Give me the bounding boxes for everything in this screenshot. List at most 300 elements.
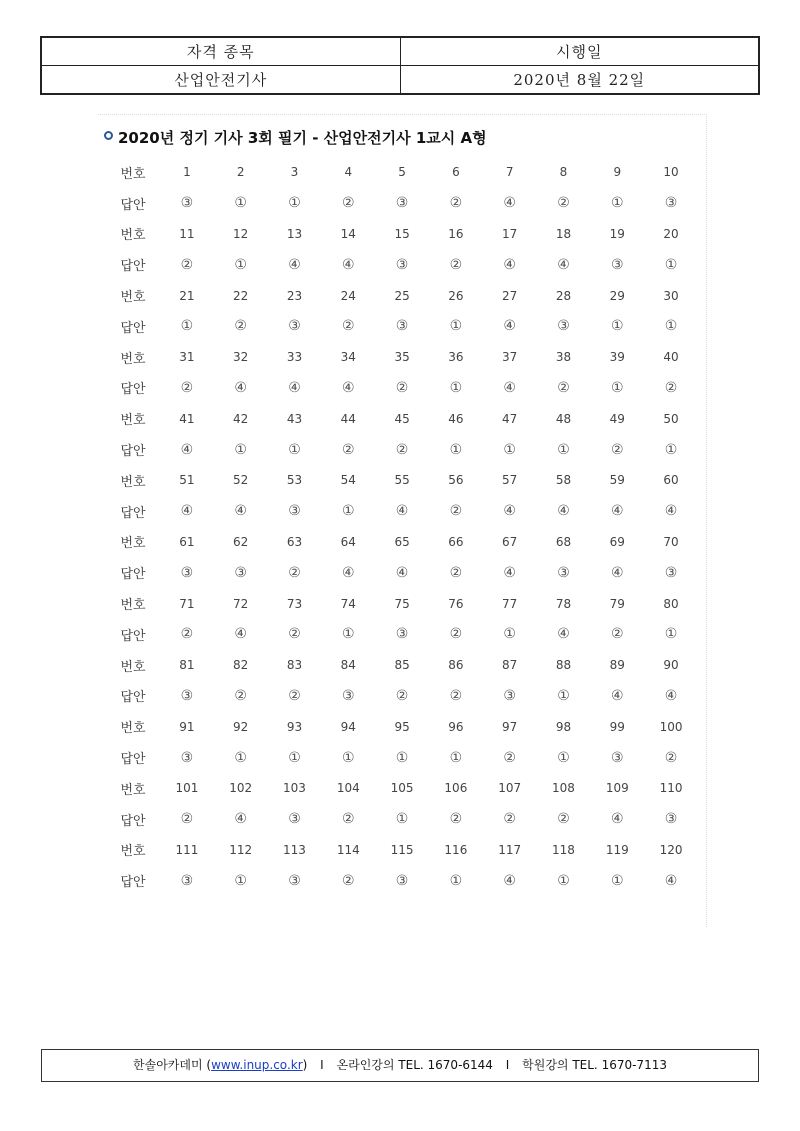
answer-mark: ④ — [234, 811, 247, 828]
answer-mark: ④ — [610, 687, 624, 704]
answer-mark: ① — [610, 195, 624, 212]
question-number: 97 — [502, 719, 518, 734]
question-number: 9 — [613, 165, 622, 180]
question-number: 10 — [663, 165, 679, 180]
question-number: 92 — [233, 719, 249, 734]
answer-mark: ① — [449, 318, 463, 335]
answer-mark: ② — [449, 564, 463, 581]
answer-mark: ④ — [288, 379, 301, 396]
answer-row — [106, 249, 698, 280]
number-row-label: 번호 — [120, 659, 146, 675]
question-number: 63 — [286, 534, 303, 549]
answer-mark: ① — [664, 256, 678, 273]
question-number: 42 — [233, 411, 249, 426]
question-number: 58 — [555, 473, 572, 488]
question-number: 68 — [555, 534, 572, 549]
question-number: 16 — [448, 226, 464, 241]
answer-mark: ④ — [557, 503, 570, 520]
number-row-label: 번호 — [120, 290, 146, 306]
question-number: 116 — [444, 842, 468, 857]
answer-mark: ③ — [664, 195, 678, 212]
answer-mark: ② — [664, 379, 678, 396]
answer-mark: ② — [234, 318, 247, 335]
answer-mark: ① — [234, 441, 247, 458]
answer-mark: ① — [449, 441, 463, 458]
answer-mark: ① — [664, 626, 678, 643]
answer-mark: ③ — [180, 564, 194, 581]
answer-row — [106, 373, 698, 404]
answer-mark: ① — [664, 318, 678, 335]
answer-mark: ④ — [664, 503, 678, 520]
number-row — [106, 835, 698, 866]
answer-row — [106, 311, 698, 342]
question-number: 94 — [340, 719, 356, 734]
answer-mark: ③ — [557, 564, 570, 581]
answer-mark: ① — [503, 626, 516, 643]
answer-mark: ③ — [610, 749, 624, 766]
answer-row-label: 답안 — [120, 752, 146, 768]
answer-mark: ③ — [288, 503, 301, 520]
answer-mark: ④ — [342, 256, 355, 273]
answer-mark: ① — [180, 318, 194, 335]
answer-mark: ④ — [610, 811, 624, 828]
question-number: 12 — [233, 226, 249, 241]
answer-mark: ④ — [610, 564, 624, 581]
answer-mark: ③ — [664, 564, 678, 581]
answer-mark: ② — [503, 749, 516, 766]
question-number: 65 — [394, 534, 410, 549]
answer-mark: ① — [395, 811, 409, 828]
question-number: 89 — [609, 658, 625, 673]
answer-mark: ④ — [180, 441, 194, 458]
answer-mark: ① — [557, 687, 570, 704]
question-number: 64 — [340, 534, 356, 549]
question-number: 114 — [336, 842, 360, 857]
question-number: 55 — [394, 473, 410, 488]
question-number: 35 — [394, 350, 410, 365]
answer-mark: ① — [288, 749, 301, 766]
answer-mark: ③ — [395, 872, 409, 889]
footer-separator: I — [505, 1058, 510, 1072]
question-number: 36 — [448, 350, 464, 365]
question-number: 99 — [609, 719, 625, 734]
question-number: 51 — [179, 473, 195, 488]
question-number: 24 — [340, 288, 356, 303]
answer-mark: ① — [449, 872, 463, 889]
question-number: 98 — [555, 719, 572, 734]
answer-row-label: 답안 — [120, 875, 146, 891]
header-value-date: 2020년 8월 22일 — [400, 66, 759, 95]
question-number: 60 — [663, 473, 679, 488]
answer-row-label: 답안 — [120, 813, 146, 829]
panel-title — [104, 127, 487, 148]
answer-mark: ④ — [234, 379, 247, 396]
footer-close-paren: ) — [302, 1058, 308, 1072]
answer-mark: ① — [234, 749, 247, 766]
answer-mark: ④ — [395, 503, 409, 520]
question-number: 11 — [179, 226, 195, 241]
answer-mark: ③ — [180, 687, 194, 704]
answer-mark: ① — [342, 503, 355, 520]
question-number: 56 — [448, 473, 464, 488]
answer-mark: ① — [557, 872, 570, 889]
question-number: 107 — [498, 781, 522, 796]
question-number: 88 — [555, 658, 572, 673]
question-number: 76 — [448, 596, 464, 611]
number-row-label: 번호 — [120, 844, 146, 860]
question-number: 102 — [229, 781, 253, 796]
answer-mark: ③ — [288, 811, 301, 828]
question-number: 7 — [505, 165, 514, 180]
question-number: 52 — [233, 473, 249, 488]
question-number: 108 — [552, 781, 575, 796]
answer-mark: ③ — [557, 318, 570, 335]
number-row — [106, 342, 698, 373]
answer-mark: ② — [288, 564, 301, 581]
answer-mark: ③ — [395, 256, 409, 273]
answer-mark: ④ — [664, 687, 678, 704]
answer-mark: ④ — [503, 256, 516, 273]
answer-mark: ③ — [342, 687, 355, 704]
answer-mark: ④ — [342, 379, 355, 396]
number-row-label: 번호 — [120, 782, 146, 798]
answer-row — [106, 557, 698, 588]
answer-mark: ④ — [288, 256, 301, 273]
answer-mark: ② — [503, 811, 516, 828]
question-number: 44 — [340, 411, 356, 426]
footer-online-phone: 온라인강의 TEL. 1670-6144 — [336, 1058, 493, 1072]
question-number: 82 — [233, 658, 249, 673]
panel-title-text: 2020년 정기 기사 3회 필기 - 산업안전기사 1교시 A형 — [118, 129, 487, 147]
answer-mark: ① — [449, 749, 463, 766]
question-number: 49 — [609, 411, 625, 426]
answer-row — [106, 496, 698, 527]
number-row — [106, 650, 698, 681]
question-number: 31 — [179, 350, 195, 365]
question-number: 18 — [555, 226, 572, 241]
answer-mark: ② — [449, 687, 463, 704]
number-row — [106, 157, 698, 188]
answer-mark: ① — [610, 318, 624, 335]
question-number: 47 — [502, 411, 518, 426]
header-table — [40, 36, 760, 95]
answer-mark: ② — [557, 379, 570, 396]
number-row — [106, 219, 698, 250]
answer-mark: ③ — [180, 872, 194, 889]
question-number: 73 — [286, 596, 303, 611]
question-number: 30 — [663, 288, 679, 303]
question-number: 83 — [286, 658, 303, 673]
footer-academy: 한솔아카데미 ( — [133, 1058, 212, 1072]
answer-mark: ④ — [664, 872, 678, 889]
answer-mark: ① — [234, 195, 247, 212]
answer-mark: ③ — [395, 195, 409, 212]
question-number: 27 — [502, 288, 518, 303]
question-number: 115 — [390, 842, 414, 857]
question-number: 46 — [448, 411, 464, 426]
answer-row — [106, 865, 698, 896]
question-number: 20 — [663, 226, 679, 241]
number-row-label: 번호 — [120, 598, 146, 614]
answer-mark: ④ — [610, 503, 624, 520]
answer-mark: ② — [180, 811, 194, 828]
answer-row-label: 답안 — [120, 197, 146, 213]
question-number: 4 — [344, 165, 353, 180]
answer-mark: ① — [449, 379, 463, 396]
answer-mark: ④ — [503, 872, 516, 889]
question-number: 101 — [175, 781, 199, 796]
answer-table — [106, 157, 698, 896]
answer-row — [106, 434, 698, 465]
answer-mark: ② — [342, 872, 355, 889]
footer-box — [41, 1049, 759, 1082]
question-number: 53 — [286, 473, 303, 488]
answer-mark: ① — [610, 872, 624, 889]
question-number: 95 — [394, 719, 410, 734]
answer-mark: ① — [234, 256, 247, 273]
question-number: 37 — [502, 350, 518, 365]
header-label-subject: 자격 종목 — [41, 37, 400, 66]
question-number: 120 — [659, 842, 683, 857]
question-number: 6 — [452, 165, 460, 180]
answer-mark: ② — [449, 256, 463, 273]
answer-mark: ② — [180, 256, 194, 273]
answer-mark: ④ — [503, 503, 516, 520]
question-number: 87 — [502, 658, 518, 673]
header-row-labels — [41, 37, 759, 66]
answer-mark: ② — [395, 441, 409, 458]
answer-mark: ④ — [234, 503, 247, 520]
answer-mark: ② — [342, 318, 355, 335]
question-number: 117 — [498, 842, 522, 857]
question-number: 91 — [179, 719, 195, 734]
question-number: 28 — [555, 288, 572, 303]
number-row — [106, 465, 698, 496]
question-number: 69 — [609, 534, 625, 549]
question-number: 26 — [448, 288, 464, 303]
question-number: 103 — [283, 781, 306, 796]
question-number: 1 — [183, 165, 191, 180]
answer-mark: ④ — [234, 626, 247, 643]
answer-row-label: 답안 — [120, 444, 146, 460]
answer-mark: ② — [180, 379, 194, 396]
answer-mark: ④ — [503, 379, 516, 396]
question-number: 109 — [605, 781, 629, 796]
question-number: 29 — [609, 288, 625, 303]
question-number: 81 — [179, 658, 195, 673]
question-number: 43 — [286, 411, 303, 426]
question-number: 90 — [663, 658, 679, 673]
answer-mark: ③ — [395, 626, 409, 643]
question-number: 119 — [605, 842, 629, 857]
answer-mark: ② — [664, 749, 678, 766]
question-number: 48 — [555, 411, 572, 426]
number-row — [106, 711, 698, 742]
number-row — [106, 280, 698, 311]
bullet-icon — [104, 131, 113, 140]
answer-row — [106, 681, 698, 712]
question-number: 61 — [179, 534, 195, 549]
answer-mark: ② — [180, 626, 194, 643]
question-number: 67 — [502, 534, 518, 549]
answer-row — [106, 188, 698, 219]
question-number: 54 — [340, 473, 356, 488]
answer-mark: ② — [288, 626, 301, 643]
question-number: 105 — [390, 781, 414, 796]
question-number: 110 — [659, 781, 683, 796]
question-number: 40 — [663, 350, 679, 365]
answer-mark: ② — [557, 811, 570, 828]
answer-mark: ② — [342, 195, 355, 212]
question-number: 41 — [179, 411, 195, 426]
answer-mark: ② — [395, 379, 409, 396]
question-number: 100 — [659, 719, 683, 734]
question-number: 2 — [236, 165, 245, 180]
number-row — [106, 527, 698, 558]
answer-mark: ③ — [610, 256, 624, 273]
answer-mark: ① — [557, 441, 570, 458]
answer-mark: ① — [610, 379, 624, 396]
footer-separator: I — [320, 1058, 324, 1072]
question-number: 21 — [179, 288, 195, 303]
answer-row-label: 답안 — [120, 567, 146, 583]
question-number: 22 — [233, 288, 249, 303]
header-label-date: 시행일 — [400, 37, 759, 66]
answer-row-label: 답안 — [120, 259, 146, 275]
question-number: 86 — [448, 658, 464, 673]
answer-key-panel — [98, 114, 707, 927]
answer-mark: ③ — [234, 564, 247, 581]
answer-row-label: 답안 — [120, 320, 146, 336]
question-number: 19 — [609, 226, 625, 241]
number-row — [106, 588, 698, 619]
number-row-label: 번호 — [120, 721, 146, 737]
number-row — [106, 403, 698, 434]
answer-mark: ③ — [180, 195, 194, 212]
answer-mark: ② — [610, 626, 624, 643]
question-number: 104 — [336, 781, 360, 796]
question-number: 70 — [663, 534, 679, 549]
answer-row-label: 답안 — [120, 628, 146, 644]
number-row-label: 번호 — [120, 228, 146, 244]
answer-mark: ② — [449, 195, 463, 212]
answer-mark: ① — [395, 749, 409, 766]
answer-mark: ② — [449, 626, 463, 643]
answer-mark: ③ — [288, 318, 301, 335]
question-number: 78 — [555, 596, 572, 611]
answer-mark: ② — [449, 503, 463, 520]
answer-mark: ① — [664, 441, 678, 458]
question-number: 14 — [340, 226, 356, 241]
answer-mark: ④ — [342, 564, 355, 581]
answer-row — [106, 619, 698, 650]
question-number: 74 — [340, 596, 356, 611]
question-number: 112 — [229, 842, 253, 857]
answer-mark: ① — [342, 626, 355, 643]
answer-mark: ④ — [503, 318, 516, 335]
question-number: 106 — [444, 781, 468, 796]
answer-mark: ④ — [557, 256, 570, 273]
question-number: 71 — [179, 596, 195, 611]
question-number: 15 — [394, 226, 410, 241]
answer-mark: ③ — [664, 811, 678, 828]
answer-mark: ② — [557, 195, 570, 212]
question-number: 75 — [394, 596, 410, 611]
question-number: 8 — [559, 165, 568, 180]
answer-mark: ③ — [395, 318, 409, 335]
answer-mark: ② — [234, 687, 247, 704]
question-number: 39 — [609, 350, 625, 365]
answer-row-label: 답안 — [120, 690, 146, 706]
footer-url-link[interactable]: www.inup.co.kr — [211, 1058, 303, 1072]
answer-mark: ② — [610, 441, 624, 458]
number-row — [106, 773, 698, 804]
footer-offline-phone: 학원강의 TEL. 1670-7113 — [522, 1058, 667, 1072]
answer-mark: ③ — [288, 872, 301, 889]
question-number: 57 — [502, 473, 518, 488]
answer-mark: ④ — [503, 195, 516, 212]
answer-mark: ④ — [557, 626, 570, 643]
question-number: 23 — [286, 288, 303, 303]
question-number: 17 — [502, 226, 518, 241]
question-number: 45 — [394, 411, 410, 426]
answer-mark: ④ — [503, 564, 516, 581]
answer-mark: ① — [342, 749, 355, 766]
question-number: 50 — [663, 411, 679, 426]
header-value-subject: 산업안전기사 — [41, 66, 400, 95]
question-number: 85 — [394, 658, 410, 673]
answer-mark: ② — [342, 441, 355, 458]
question-number: 59 — [609, 473, 625, 488]
question-number: 93 — [286, 719, 303, 734]
question-number: 77 — [502, 596, 518, 611]
answer-mark: ① — [557, 749, 570, 766]
question-number: 62 — [233, 534, 249, 549]
question-number: 96 — [448, 719, 464, 734]
question-number: 38 — [555, 350, 572, 365]
question-number: 118 — [552, 842, 575, 857]
question-number: 33 — [286, 350, 303, 365]
answer-row — [106, 804, 698, 835]
question-number: 3 — [290, 165, 299, 180]
answer-mark: ② — [288, 687, 301, 704]
question-number: 13 — [286, 226, 303, 241]
question-number: 25 — [394, 288, 410, 303]
answer-mark: ③ — [503, 687, 516, 704]
header-row-values — [41, 66, 759, 95]
answer-row-label: 답안 — [120, 382, 146, 398]
question-number: 113 — [283, 842, 306, 857]
answer-mark: ④ — [395, 564, 409, 581]
question-number: 5 — [398, 165, 406, 180]
question-number: 79 — [609, 596, 625, 611]
answer-mark: ① — [288, 195, 301, 212]
answer-mark: ① — [503, 441, 516, 458]
answer-mark: ② — [395, 687, 409, 704]
answer-mark: ④ — [180, 503, 194, 520]
answer-mark: ① — [288, 441, 301, 458]
question-number: 111 — [175, 842, 199, 857]
number-row-label: 번호 — [120, 536, 146, 552]
number-row-label: 번호 — [120, 474, 146, 490]
number-row-label: 번호 — [120, 413, 146, 429]
question-number: 84 — [340, 658, 356, 673]
answer-mark: ① — [234, 872, 247, 889]
question-number: 32 — [233, 350, 249, 365]
question-number: 72 — [233, 596, 249, 611]
question-number: 34 — [340, 350, 356, 365]
question-number: 80 — [663, 596, 679, 611]
